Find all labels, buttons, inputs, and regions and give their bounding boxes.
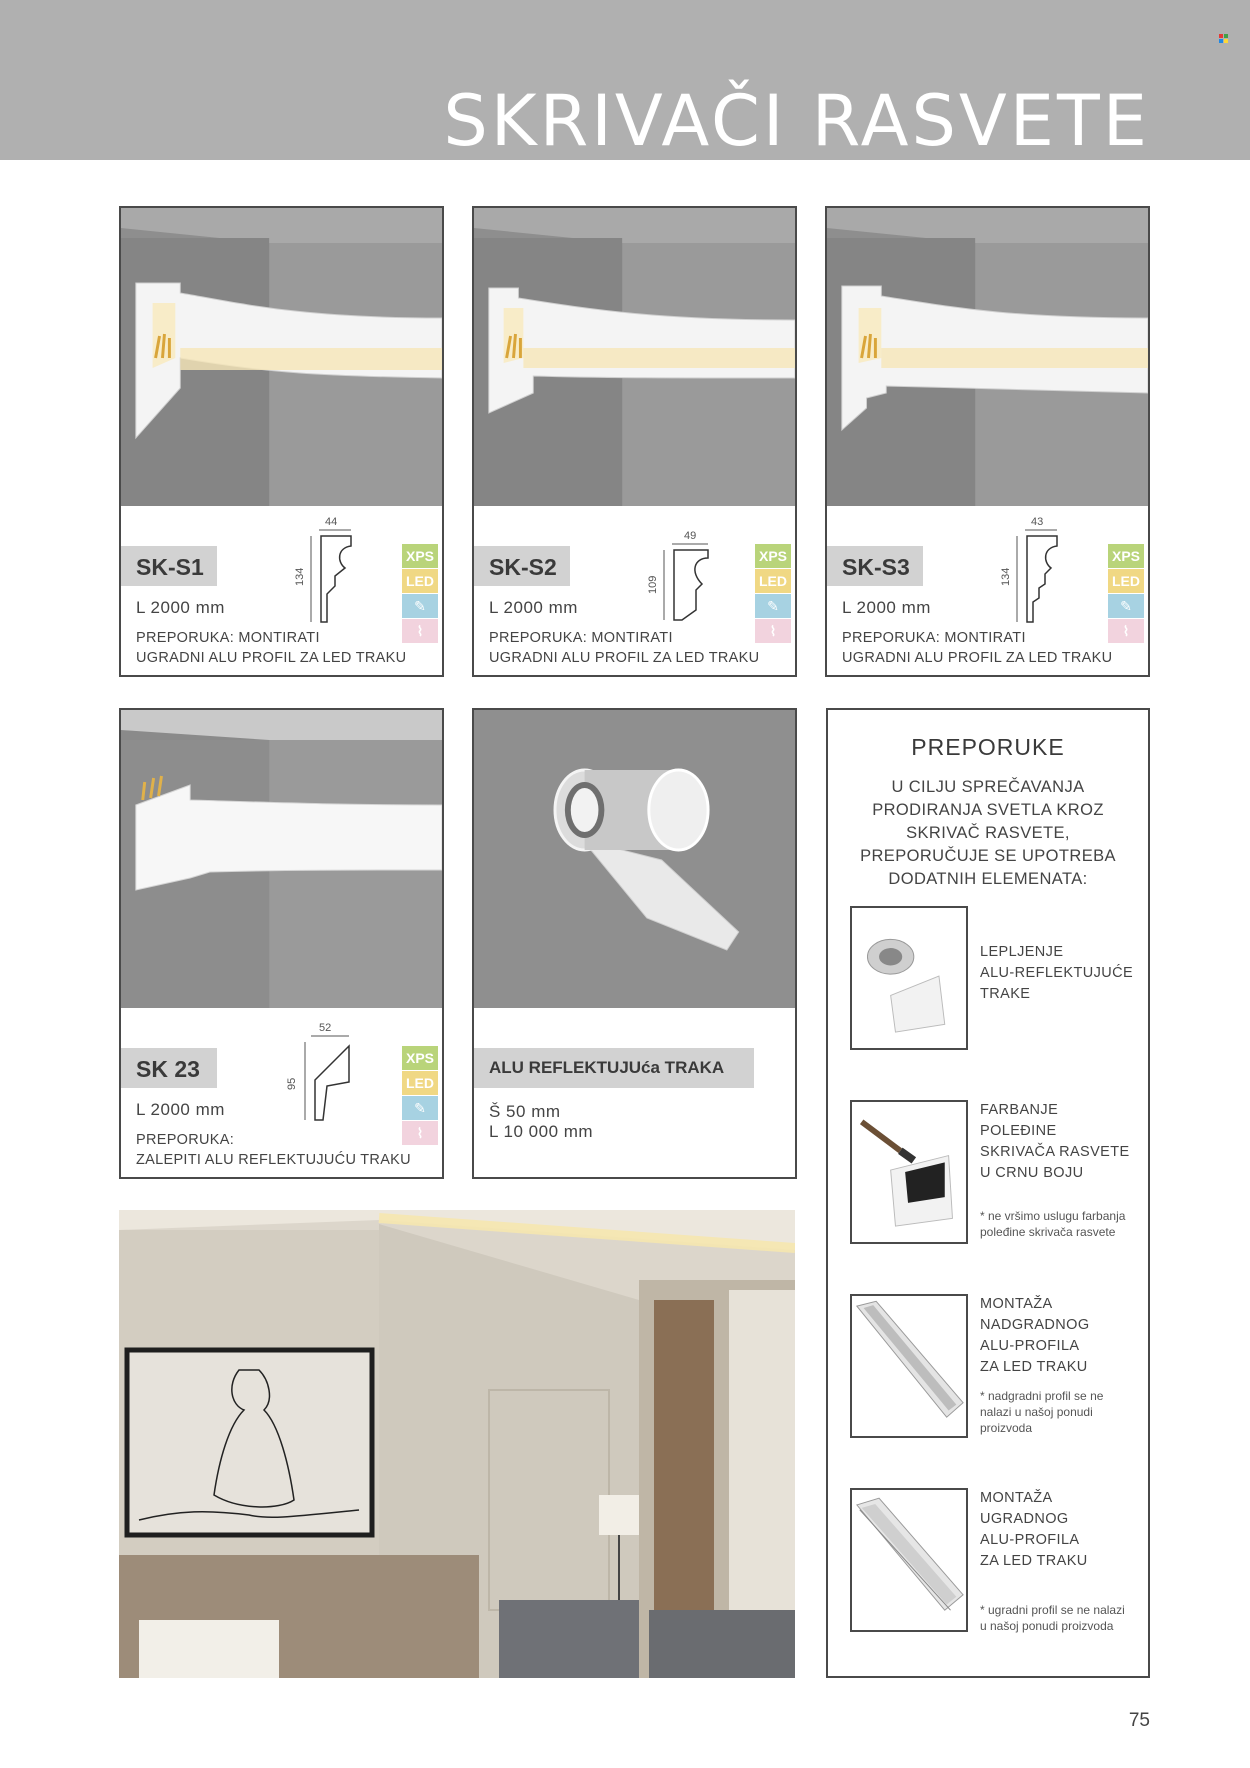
product-length: L 2000 mm (489, 598, 578, 617)
product-card-sk-s1 (119, 206, 444, 677)
intro-line: PREPORUČUJE SE UPOTREBA (860, 847, 1116, 865)
glue-gun-icon: ✎ (402, 594, 438, 618)
label-line: NADGRADNOG (980, 1317, 1090, 1333)
footnote-line: * ne vršimo uslugu farbanja (980, 1209, 1126, 1223)
dim-height: 95 (286, 1077, 298, 1090)
product-note-line2: UGRADNI ALU PROFIL ZA LED TRAKU (842, 650, 1113, 666)
painting-thumb (850, 1100, 968, 1244)
label-line: ALU-PROFILA (980, 1532, 1080, 1548)
recommendation-footnote (980, 1208, 1125, 1240)
profile-drawing (291, 514, 371, 624)
xps-badge: XPS (1108, 544, 1144, 568)
recommendations-panel (826, 708, 1150, 1678)
page-number: 75 (1128, 1710, 1150, 1731)
product-photo (474, 710, 795, 1008)
product-code: SK-S1 (121, 546, 217, 586)
feature-badges (1108, 544, 1144, 644)
interior-photo (119, 1210, 795, 1678)
intro-line: SKRIVAČ RASVETE, (906, 824, 1070, 842)
tape-width: Š 50 mm (489, 1102, 561, 1121)
feature-badges (755, 544, 791, 644)
product-info (121, 1008, 442, 1177)
product-note-line1: PREPORUKA: (136, 1132, 235, 1148)
product-name: ALU REFLEKTUJUća TRAKA (474, 1048, 754, 1088)
dim-width: 44 (325, 516, 338, 528)
product-code: SK-S2 (474, 546, 570, 586)
label-line: ZA LED TRAKU (980, 1553, 1088, 1569)
label-line: TRAKE (980, 986, 1031, 1002)
profile-drawing (644, 528, 724, 628)
product-length: L 2000 mm (136, 1100, 225, 1119)
product-note-line2: UGRADNI ALU PROFIL ZA LED TRAKU (136, 650, 407, 666)
led-badge: LED (755, 569, 791, 593)
glue-gun-icon: ✎ (755, 594, 791, 618)
xps-badge: XPS (755, 544, 791, 568)
feature-badges (402, 1046, 438, 1146)
label-line: ALU-PROFILA (980, 1338, 1080, 1354)
feature-badges (402, 544, 438, 644)
label-line: MONTAŽA (980, 1296, 1053, 1312)
product-note-line1: PREPORUKA: MONTIRATI (842, 630, 1026, 646)
product-note-line1: PREPORUKA: MONTIRATI (489, 630, 673, 646)
label-line: SKRIVAČA RASVETE (980, 1144, 1130, 1160)
footnote-line: poleđine skrivača rasvete (980, 1225, 1116, 1239)
product-info (827, 506, 1148, 675)
dim-width: 43 (1031, 516, 1044, 528)
recommendation-label (980, 942, 1133, 1005)
footnote-line: * nadgradni profil se ne (980, 1389, 1104, 1403)
led-badge: LED (402, 569, 438, 593)
label-line: U CRNU BOJU (980, 1165, 1084, 1181)
product-card-sk-s2 (472, 206, 797, 677)
glue-gun-icon: ✎ (402, 1096, 438, 1120)
product-card-sk-23 (119, 708, 444, 1179)
glue-gun-icon: ✎ (1108, 594, 1144, 618)
recommendation-footnote (980, 1388, 1103, 1436)
product-info (121, 506, 442, 675)
dim-width: 49 (684, 530, 697, 542)
product-photo (827, 208, 1148, 506)
profile-drawing (281, 1020, 371, 1130)
led-badge: LED (402, 1071, 438, 1095)
product-note-line2: UGRADNI ALU PROFIL ZA LED TRAKU (489, 650, 760, 666)
product-info (474, 1008, 795, 1177)
product-length: L 2000 mm (136, 598, 225, 617)
xps-badge: XPS (402, 1046, 438, 1070)
label-line: FARBANJE POLEĐINE (980, 1102, 1059, 1139)
surface-profile-thumb (850, 1294, 968, 1438)
tape-application-thumb (850, 906, 968, 1050)
footnote-line: proizvoda (980, 1421, 1033, 1435)
product-card-alu-tape (472, 708, 797, 1179)
label-line: LEPLJENJE (980, 944, 1064, 960)
footnote-line: nalazi u našoj ponudi (980, 1405, 1093, 1419)
recommendation-label (980, 1488, 1088, 1572)
product-photo (121, 208, 442, 506)
product-photo (474, 208, 795, 506)
xps-badge: XPS (402, 544, 438, 568)
recommendation-label (980, 1294, 1090, 1378)
profile-drawing (997, 514, 1077, 624)
intro-line: U CILJU SPREČAVANJA (891, 778, 1085, 796)
brand-mark-icon (1219, 34, 1228, 43)
dim-width: 52 (319, 1022, 332, 1034)
saw-icon: ⌇ (402, 619, 438, 643)
recessed-profile-thumb (850, 1488, 968, 1632)
page-title: SKRIVAČI RASVETE (443, 80, 1150, 162)
recommendation-label (980, 1100, 1136, 1184)
intro-line: PRODIRANJA SVETLA KROZ (872, 801, 1104, 819)
product-note-line1: PREPORUKA: MONTIRATI (136, 630, 320, 646)
header-banner (0, 0, 1250, 160)
recommendation-footnote (980, 1602, 1125, 1634)
dim-height: 134 (294, 567, 306, 586)
label-line: ZA LED TRAKU (980, 1359, 1088, 1375)
product-note-line2: ZALEPITI ALU REFLEKTUJUĆU TRAKU (136, 1152, 411, 1168)
label-line: ALU-REFLEKTUJUĆE (980, 965, 1134, 981)
saw-icon: ⌇ (755, 619, 791, 643)
tape-length: L 10 000 mm (489, 1122, 594, 1141)
product-length: L 2000 mm (842, 598, 931, 617)
saw-icon: ⌇ (402, 1121, 438, 1145)
led-badge: LED (1108, 569, 1144, 593)
saw-icon: ⌇ (1108, 619, 1144, 643)
dim-height: 134 (1000, 567, 1012, 586)
recommendations-title: PREPORUKE (911, 734, 1065, 760)
label-line: MONTAŽA (980, 1490, 1053, 1506)
intro-line: DODATNIH ELEMENATA: (888, 870, 1088, 888)
footnote-line: u našoj ponudi proizvoda (980, 1619, 1114, 1633)
recommendations-intro (848, 776, 1128, 891)
product-card-sk-s3 (825, 206, 1150, 677)
product-code: SK-S3 (827, 546, 923, 586)
product-info (474, 506, 795, 675)
label-line: UGRADNOG (980, 1511, 1069, 1527)
footnote-line: * ugradni profil se ne nalazi (980, 1603, 1125, 1617)
dim-height: 109 (647, 575, 659, 594)
product-photo (121, 710, 442, 1008)
product-code: SK 23 (121, 1048, 217, 1088)
